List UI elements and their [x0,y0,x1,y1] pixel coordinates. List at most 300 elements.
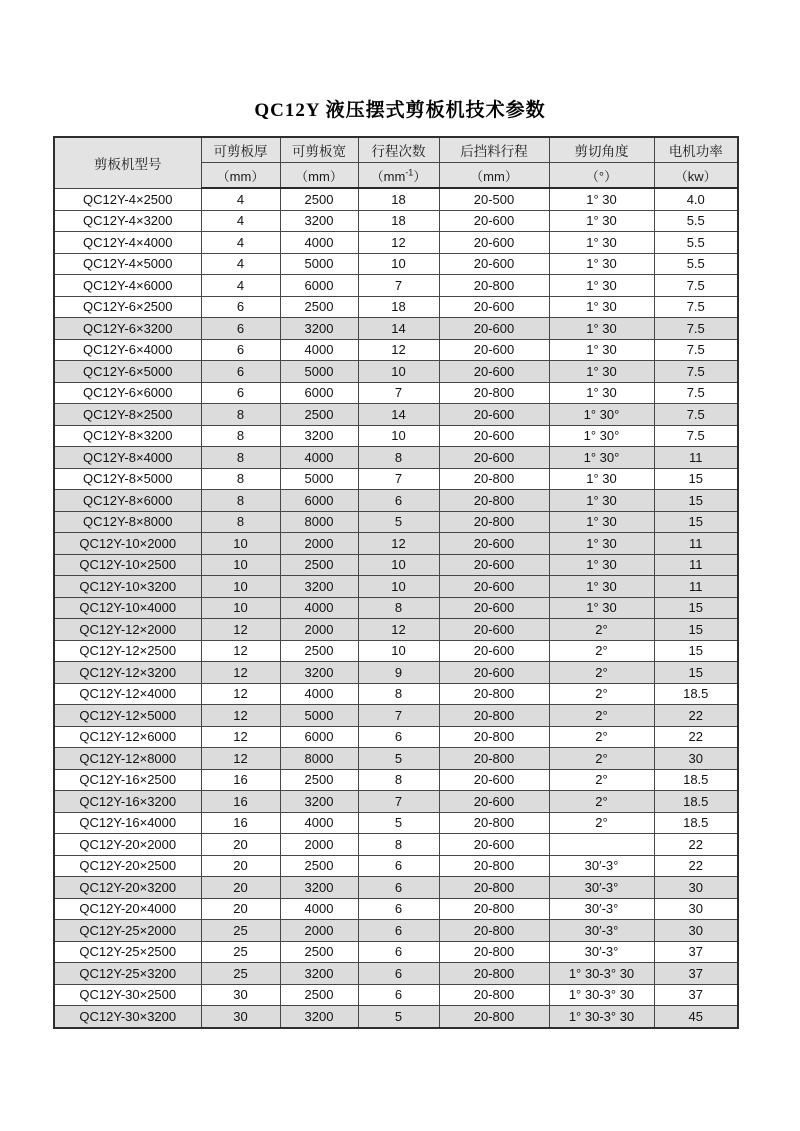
cell-thickness: 20 [201,855,280,877]
header-model: 剪板机型号 [54,137,201,188]
cell-model: QC12Y-4×4000 [54,232,201,254]
cell-backgauge: 20-800 [439,511,549,533]
cell-model: QC12Y-25×2000 [54,920,201,942]
cell-model: QC12Y-30×3200 [54,1006,201,1028]
cell-width: 3200 [280,576,358,598]
table-body [54,188,738,1028]
cell-model: QC12Y-8×8000 [54,511,201,533]
cell-width: 5000 [280,705,358,727]
header-width [280,137,358,163]
cell-model: QC12Y-8×3200 [54,425,201,447]
cell-model: QC12Y-12×2000 [54,619,201,641]
cell-strokes: 6 [358,963,439,985]
cell-width: 6000 [280,382,358,404]
cell-backgauge: 20-600 [439,834,549,856]
cell-angle: 1° 30 [549,382,654,404]
cell-thickness: 10 [201,576,280,598]
cell-model: QC12Y-20×4000 [54,898,201,920]
cell-power: 45 [654,1006,738,1028]
cell-backgauge: 20-800 [439,748,549,770]
cell-width: 4000 [280,898,358,920]
cell-backgauge: 20-600 [439,361,549,383]
cell-power: 30 [654,898,738,920]
unit-strokes-pre: （mm [370,168,406,184]
cell-backgauge: 20-800 [439,855,549,877]
header-backgauge [439,137,549,163]
cell-backgauge: 20-800 [439,812,549,834]
table-row [54,576,738,598]
cell-width: 4000 [280,339,358,361]
header-strokes [358,137,439,163]
cell-backgauge: 20-600 [439,662,549,684]
cell-power: 18.5 [654,769,738,791]
table-row [54,554,738,576]
cell-model: QC12Y-12×2500 [54,640,201,662]
cell-model: QC12Y-10×4000 [54,597,201,619]
cell-strokes: 6 [358,490,439,512]
cell-power: 37 [654,941,738,963]
unit-angle: （°） [549,163,654,189]
cell-width: 6000 [280,275,358,297]
cell-thickness: 12 [201,705,280,727]
cell-power: 18.5 [654,791,738,813]
table-row [54,1006,738,1028]
cell-backgauge: 20-800 [439,468,549,490]
header-angle [549,137,654,163]
header-thickness-label: 可剪板厚 [213,144,268,159]
cell-model: QC12Y-10×3200 [54,576,201,598]
cell-width: 2500 [280,855,358,877]
cell-backgauge: 20-800 [439,683,549,705]
cell-thickness: 6 [201,339,280,361]
cell-model: QC12Y-8×2500 [54,404,201,426]
table-row [54,984,738,1006]
cell-width: 3200 [280,877,358,899]
cell-thickness: 4 [201,210,280,232]
cell-backgauge: 20-600 [439,425,549,447]
table-row [54,511,738,533]
cell-model: QC12Y-20×2000 [54,834,201,856]
cell-backgauge: 20-800 [439,490,549,512]
cell-angle [549,834,654,856]
cell-strokes: 12 [358,533,439,555]
cell-width: 6000 [280,726,358,748]
cell-model: QC12Y-12×5000 [54,705,201,727]
cell-angle: 30′-3° [549,941,654,963]
table-row [54,490,738,512]
table-row [54,726,738,748]
table-row [54,533,738,555]
cell-angle: 1° 30-3° 30 [549,1006,654,1028]
cell-backgauge: 20-800 [439,726,549,748]
unit-width: （mm） [280,163,358,189]
cell-model: QC12Y-10×2500 [54,554,201,576]
cell-angle: 30′-3° [549,855,654,877]
cell-strokes: 7 [358,275,439,297]
cell-power: 15 [654,468,738,490]
cell-backgauge: 20-600 [439,769,549,791]
cell-width: 3200 [280,963,358,985]
cell-backgauge: 20-600 [439,597,549,619]
cell-strokes: 8 [358,769,439,791]
header-strokes-label: 行程次数 [371,144,426,159]
table-row [54,855,738,877]
cell-thickness: 30 [201,1006,280,1028]
cell-backgauge: 20-600 [439,404,549,426]
cell-width: 2500 [280,188,358,210]
cell-strokes: 12 [358,339,439,361]
cell-strokes: 9 [358,662,439,684]
cell-width: 3200 [280,318,358,340]
cell-strokes: 5 [358,748,439,770]
cell-backgauge: 20-600 [439,232,549,254]
cell-strokes: 7 [358,382,439,404]
cell-power: 7.5 [654,339,738,361]
cell-strokes: 6 [358,877,439,899]
cell-angle: 1° 30-3° 30 [549,963,654,985]
cell-backgauge: 20-800 [439,275,549,297]
cell-thickness: 25 [201,941,280,963]
cell-backgauge: 20-800 [439,877,549,899]
cell-angle: 30′-3° [549,877,654,899]
cell-angle: 1° 30 [549,468,654,490]
cell-strokes: 8 [358,597,439,619]
cell-model: QC12Y-6×4000 [54,339,201,361]
cell-power: 22 [654,855,738,877]
cell-power: 11 [654,447,738,469]
cell-power: 22 [654,834,738,856]
cell-backgauge: 20-600 [439,533,549,555]
cell-model: QC12Y-12×6000 [54,726,201,748]
table-row [54,296,738,318]
cell-angle: 1° 30 [549,232,654,254]
cell-thickness: 25 [201,920,280,942]
cell-thickness: 8 [201,468,280,490]
cell-power: 5.5 [654,232,738,254]
table-row [54,941,738,963]
cell-strokes: 12 [358,232,439,254]
cell-angle: 1° 30 [549,576,654,598]
cell-strokes: 7 [358,791,439,813]
table-row [54,705,738,727]
table-row [54,188,738,210]
cell-strokes: 6 [358,726,439,748]
cell-angle: 1° 30 [549,296,654,318]
cell-angle: 1° 30 [549,554,654,576]
cell-width: 2500 [280,296,358,318]
cell-angle: 1° 30 [549,210,654,232]
cell-angle: 2° [549,748,654,770]
table-row [54,619,738,641]
table-row [54,683,738,705]
cell-width: 2500 [280,941,358,963]
cell-angle: 1° 30-3° 30 [549,984,654,1006]
cell-angle: 2° [549,726,654,748]
cell-thickness: 6 [201,296,280,318]
cell-thickness: 20 [201,898,280,920]
cell-strokes: 14 [358,404,439,426]
cell-model: QC12Y-12×8000 [54,748,201,770]
cell-power: 30 [654,920,738,942]
cell-thickness: 16 [201,812,280,834]
table-row [54,210,738,232]
table-row [54,769,738,791]
cell-thickness: 8 [201,490,280,512]
cell-width: 8000 [280,748,358,770]
cell-backgauge: 20-600 [439,296,549,318]
cell-power: 22 [654,726,738,748]
cell-strokes: 14 [358,318,439,340]
cell-strokes: 10 [358,576,439,598]
cell-strokes: 18 [358,210,439,232]
cell-angle: 2° [549,619,654,641]
cell-thickness: 10 [201,597,280,619]
cell-width: 2000 [280,619,358,641]
cell-thickness: 4 [201,188,280,210]
cell-power: 11 [654,533,738,555]
cell-model: QC12Y-25×3200 [54,963,201,985]
cell-model: QC12Y-16×3200 [54,791,201,813]
cell-model: QC12Y-4×3200 [54,210,201,232]
cell-strokes: 7 [358,705,439,727]
cell-thickness: 10 [201,533,280,555]
cell-angle: 1° 30 [549,188,654,210]
table-row [54,361,738,383]
cell-width: 4000 [280,812,358,834]
cell-angle: 1° 30 [549,253,654,275]
table-row [54,597,738,619]
cell-power: 7.5 [654,382,738,404]
cell-width: 2500 [280,984,358,1006]
cell-width: 5000 [280,468,358,490]
unit-strokes-sup: -1 [405,167,414,178]
table-row [54,640,738,662]
cell-thickness: 20 [201,877,280,899]
cell-strokes: 10 [358,554,439,576]
cell-model: QC12Y-12×4000 [54,683,201,705]
table-row [54,898,738,920]
cell-model: QC12Y-16×4000 [54,812,201,834]
table-row [54,253,738,275]
cell-thickness: 12 [201,726,280,748]
cell-backgauge: 20-800 [439,920,549,942]
cell-thickness: 10 [201,554,280,576]
unit-thickness: （mm） [201,163,280,189]
cell-width: 6000 [280,490,358,512]
cell-angle: 1° 30 [549,511,654,533]
cell-model: QC12Y-30×2500 [54,984,201,1006]
table-row [54,748,738,770]
cell-thickness: 16 [201,791,280,813]
table-row [54,791,738,813]
cell-backgauge: 20-600 [439,447,549,469]
cell-angle: 1° 30° [549,447,654,469]
cell-power: 15 [654,619,738,641]
header-thickness [201,137,280,163]
cell-power: 15 [654,511,738,533]
cell-angle: 2° [549,812,654,834]
table-row [54,275,738,297]
cell-angle: 1° 30 [549,533,654,555]
cell-backgauge: 20-600 [439,210,549,232]
cell-power: 37 [654,984,738,1006]
cell-strokes: 10 [358,253,439,275]
cell-backgauge: 20-800 [439,963,549,985]
cell-width: 4000 [280,447,358,469]
cell-strokes: 8 [358,447,439,469]
unit-strokes-post: ） [413,168,427,184]
cell-width: 2500 [280,769,358,791]
cell-thickness: 4 [201,232,280,254]
cell-width: 2500 [280,554,358,576]
cell-thickness: 12 [201,683,280,705]
cell-thickness: 30 [201,984,280,1006]
cell-thickness: 6 [201,318,280,340]
cell-strokes: 6 [358,920,439,942]
cell-width: 2000 [280,834,358,856]
cell-strokes: 6 [358,855,439,877]
table-row [54,468,738,490]
header-angle-label: 剪切角度 [574,144,629,159]
cell-strokes: 7 [358,468,439,490]
cell-angle: 2° [549,662,654,684]
cell-angle: 2° [549,769,654,791]
cell-thickness: 12 [201,640,280,662]
cell-angle: 1° 30 [549,597,654,619]
cell-backgauge: 20-600 [439,554,549,576]
cell-backgauge: 20-500 [439,188,549,210]
header-power-label: 电机功率 [668,144,723,159]
header-power [654,137,738,163]
page-title: QC12Y 液压摆式剪板机技术参数 [254,100,546,121]
cell-strokes: 5 [358,511,439,533]
cell-angle: 1° 30 [549,318,654,340]
cell-width: 5000 [280,361,358,383]
cell-thickness: 6 [201,382,280,404]
cell-strokes: 6 [358,941,439,963]
unit-backgauge: （mm） [439,163,549,189]
cell-backgauge: 20-600 [439,339,549,361]
cell-width: 3200 [280,1006,358,1028]
cell-angle: 1° 30 [549,275,654,297]
cell-backgauge: 20-800 [439,705,549,727]
cell-power: 18.5 [654,812,738,834]
header-label-row [54,137,738,163]
cell-strokes: 5 [358,812,439,834]
table-row [54,662,738,684]
cell-angle: 1° 30 [549,339,654,361]
cell-model: QC12Y-8×4000 [54,447,201,469]
cell-power: 15 [654,640,738,662]
table-row [54,425,738,447]
cell-width: 3200 [280,791,358,813]
table-row [54,812,738,834]
spec-table [53,136,739,1029]
cell-model: QC12Y-20×2500 [54,855,201,877]
cell-strokes: 10 [358,361,439,383]
table-row [54,963,738,985]
cell-width: 2000 [280,533,358,555]
cell-angle: 1° 30 [549,490,654,512]
cell-thickness: 8 [201,447,280,469]
cell-angle: 1° 30° [549,425,654,447]
cell-width: 4000 [280,683,358,705]
table-row [54,339,738,361]
cell-thickness: 16 [201,769,280,791]
cell-angle: 30′-3° [549,898,654,920]
cell-power: 4.0 [654,188,738,210]
cell-width: 4000 [280,232,358,254]
cell-power: 15 [654,662,738,684]
unit-power: （kw） [654,163,738,189]
cell-backgauge: 20-800 [439,984,549,1006]
cell-width: 2500 [280,404,358,426]
cell-power: 7.5 [654,404,738,426]
cell-strokes: 6 [358,984,439,1006]
cell-power: 30 [654,748,738,770]
cell-backgauge: 20-600 [439,253,549,275]
cell-width: 3200 [280,662,358,684]
cell-angle: 30′-3° [549,920,654,942]
cell-strokes: 5 [358,1006,439,1028]
table-row [54,404,738,426]
cell-power: 18.5 [654,683,738,705]
cell-strokes: 10 [358,640,439,662]
header-backgauge-label: 后挡料行程 [460,144,528,159]
cell-backgauge: 20-600 [439,791,549,813]
cell-power: 7.5 [654,361,738,383]
cell-backgauge: 20-600 [439,576,549,598]
cell-strokes: 10 [358,425,439,447]
cell-angle: 2° [549,705,654,727]
cell-power: 30 [654,877,738,899]
cell-thickness: 6 [201,361,280,383]
cell-width: 5000 [280,253,358,275]
cell-strokes: 18 [358,296,439,318]
cell-strokes: 12 [358,619,439,641]
cell-backgauge: 20-800 [439,382,549,404]
cell-model: QC12Y-12×3200 [54,662,201,684]
cell-model: QC12Y-20×3200 [54,877,201,899]
cell-strokes: 18 [358,188,439,210]
cell-thickness: 8 [201,404,280,426]
table-row [54,232,738,254]
cell-power: 15 [654,597,738,619]
table-row [54,834,738,856]
cell-model: QC12Y-6×3200 [54,318,201,340]
cell-backgauge: 20-600 [439,619,549,641]
cell-width: 2500 [280,640,358,662]
cell-width: 3200 [280,210,358,232]
cell-backgauge: 20-800 [439,941,549,963]
cell-model: QC12Y-6×6000 [54,382,201,404]
cell-model: QC12Y-6×5000 [54,361,201,383]
cell-model: QC12Y-8×6000 [54,490,201,512]
cell-power: 5.5 [654,253,738,275]
cell-power: 7.5 [654,425,738,447]
cell-backgauge: 20-800 [439,898,549,920]
cell-model: QC12Y-4×5000 [54,253,201,275]
cell-strokes: 6 [358,898,439,920]
table-row [54,877,738,899]
cell-angle: 1° 30° [549,404,654,426]
cell-width: 3200 [280,425,358,447]
cell-thickness: 8 [201,511,280,533]
cell-thickness: 20 [201,834,280,856]
cell-model: QC12Y-16×2500 [54,769,201,791]
cell-backgauge: 20-600 [439,640,549,662]
cell-angle: 2° [549,640,654,662]
